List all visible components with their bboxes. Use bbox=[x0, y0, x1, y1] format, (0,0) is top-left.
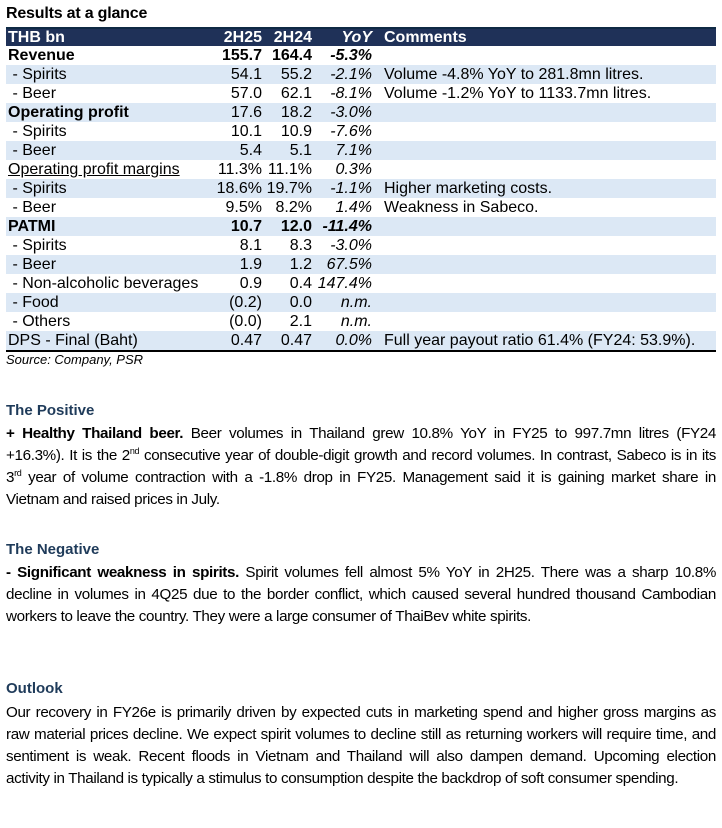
row-label: - Others bbox=[8, 313, 71, 330]
value-2h25: 8.1 bbox=[239, 237, 262, 254]
row-comment bbox=[378, 236, 716, 255]
row-label: DPS - Final (Baht) bbox=[8, 332, 138, 349]
value-yoy: n.m. bbox=[340, 313, 372, 330]
value-2h24: 12.0 bbox=[280, 218, 312, 235]
table-row bbox=[6, 160, 716, 179]
value-yoy: -11.4% bbox=[322, 218, 372, 235]
value-yoy: 0.0% bbox=[335, 332, 372, 349]
table-row bbox=[6, 122, 716, 141]
value-2h25: 10.1 bbox=[230, 123, 262, 140]
negative-lead: - Significant weakness in spirits. bbox=[6, 564, 239, 581]
row-label: - Beer bbox=[8, 256, 57, 273]
value-yoy: -7.6% bbox=[330, 123, 372, 140]
row-comment bbox=[378, 293, 716, 312]
negative-heading: The Negative bbox=[6, 541, 100, 558]
value-2h24: 10.9 bbox=[280, 123, 312, 140]
row-comment: Volume -1.2% YoY to 1133.7mn litres. bbox=[384, 85, 652, 102]
value-2h24: 18.2 bbox=[280, 104, 312, 121]
value-2h24: 0.47 bbox=[280, 332, 312, 349]
value-yoy: -8.1% bbox=[330, 85, 372, 102]
value-2h25: 0.47 bbox=[230, 332, 262, 349]
table-row bbox=[6, 46, 716, 65]
value-yoy: -5.3% bbox=[330, 47, 372, 64]
header-comments: Comments bbox=[384, 29, 467, 46]
value-yoy: 7.1% bbox=[335, 142, 372, 159]
header-yoy: YoY bbox=[341, 29, 372, 46]
row-label: - Spirits bbox=[8, 180, 67, 197]
row-label: - Beer bbox=[8, 142, 57, 159]
value-2h25: 10.7 bbox=[230, 218, 262, 235]
row-label: - Beer bbox=[8, 85, 57, 102]
positive-text-3: year of volume contraction with a -1.8% drop in FY25. Management said it is gaining market share in Vietnam and raised prices in July. bbox=[6, 469, 716, 508]
row-comment bbox=[378, 122, 716, 141]
value-2h25: (0.2) bbox=[229, 294, 262, 311]
value-yoy: 147.4% bbox=[317, 275, 372, 292]
value-2h25: 54.1 bbox=[230, 66, 262, 83]
table-title: Results at a glance bbox=[6, 5, 148, 22]
row-comment bbox=[378, 103, 716, 122]
value-2h25: 17.6 bbox=[230, 104, 262, 121]
negative-text: Spirit volumes fell almost 5% YoY in 2H25. There was a sharp 10.8% decline in volumes in 4Q25 due to the border conflict, which caused several hundred thousand Cambodian workers to leave the country. They were a large consumer of ThaiBev white spirits. bbox=[6, 564, 716, 625]
value-yoy: -1.1% bbox=[330, 180, 372, 197]
table-row bbox=[6, 198, 716, 217]
row-comment bbox=[378, 160, 716, 179]
value-2h24: 2.1 bbox=[289, 313, 312, 330]
row-label: Operating profit bbox=[8, 104, 129, 121]
row-label: - Beer bbox=[8, 199, 57, 216]
value-2h25: (0.0) bbox=[229, 313, 262, 330]
positive-sup-1: nd bbox=[129, 446, 140, 456]
value-2h25: 57.0 bbox=[230, 85, 262, 102]
value-yoy: -2.1% bbox=[330, 66, 372, 83]
positive-text-1: Beer volumes in Thailand grew 10.8% YoY in FY25 to 997.7mn litres (FY24 +16.3%). It is the 2 bbox=[6, 425, 716, 464]
row-label: - Spirits bbox=[8, 66, 67, 83]
negative-paragraph bbox=[6, 562, 716, 628]
row-comment bbox=[378, 46, 716, 65]
row-comment bbox=[378, 255, 716, 274]
positive-sup-2: rd bbox=[14, 468, 22, 478]
row-label: Revenue bbox=[8, 47, 75, 64]
value-2h25: 5.4 bbox=[239, 142, 262, 159]
outlook-paragraph: Our recovery in FY26e is primarily driven by expected cuts in marketing spend and higher gross margins as raw material prices decline. We expect spirit volumes to decline still as returning workers will require time, and sentiment is weak. Recent floods in Vietnam and Thailand will also dampen demand. Upcoming election activity in Thailand is typically a stimulus to consumption despite the backdrop of soft consumer spending. bbox=[6, 704, 716, 787]
table-row bbox=[6, 217, 716, 236]
results-table bbox=[6, 27, 716, 352]
table-row bbox=[6, 84, 716, 103]
positive-paragraph bbox=[6, 423, 716, 511]
row-comment bbox=[378, 312, 716, 331]
row-comment bbox=[378, 141, 716, 160]
table-row bbox=[6, 312, 716, 331]
value-2h24: 19.7% bbox=[266, 180, 312, 197]
row-label: - Non-alcoholic beverages bbox=[8, 275, 199, 292]
row-comment bbox=[378, 217, 716, 236]
header-label: THB bn bbox=[8, 29, 65, 46]
table-row bbox=[6, 103, 716, 122]
value-2h24: 164.4 bbox=[271, 47, 312, 64]
value-2h25: 9.5% bbox=[225, 199, 262, 216]
header-2h24: 2H24 bbox=[273, 29, 312, 46]
table-header-row bbox=[6, 27, 716, 46]
value-2h24: 1.2 bbox=[289, 256, 312, 273]
outlook-heading: Outlook bbox=[6, 680, 63, 697]
positive-lead: + Healthy Thailand beer. bbox=[6, 425, 184, 442]
table-row bbox=[6, 141, 716, 160]
value-yoy: -3.0% bbox=[330, 237, 372, 254]
value-2h25: 1.9 bbox=[239, 256, 262, 273]
row-label: Operating profit margins bbox=[8, 161, 180, 178]
table-row bbox=[6, 179, 716, 198]
row-comment bbox=[378, 274, 716, 293]
row-label: - Spirits bbox=[8, 237, 67, 254]
value-yoy: n.m. bbox=[340, 294, 372, 311]
row-comment: Volume -4.8% YoY to 281.8mn litres. bbox=[384, 66, 644, 83]
value-2h24: 11.1% bbox=[267, 161, 312, 178]
row-label: - Food bbox=[8, 294, 59, 311]
positive-text-2: consecutive year of double-digit growth and record volumes. In contrast, Sabeco is in its 3 bbox=[6, 447, 716, 486]
value-2h25: 11.3% bbox=[217, 161, 262, 178]
table-row bbox=[6, 236, 716, 255]
value-yoy: 67.5% bbox=[326, 256, 372, 273]
value-2h24: 55.2 bbox=[280, 66, 312, 83]
positive-heading: The Positive bbox=[6, 402, 95, 419]
value-2h24: 0.0 bbox=[289, 294, 312, 311]
value-2h24: 62.1 bbox=[280, 85, 312, 102]
value-yoy: -3.0% bbox=[330, 104, 372, 121]
table-row bbox=[6, 331, 716, 352]
value-2h25: 0.9 bbox=[239, 275, 262, 292]
value-2h25: 155.7 bbox=[221, 47, 262, 64]
table-row bbox=[6, 293, 716, 312]
row-comment: Full year payout ratio 61.4% (FY24: 53.9%). bbox=[384, 332, 696, 349]
table-row bbox=[6, 255, 716, 274]
table-row bbox=[6, 65, 716, 84]
header-2h25: 2H25 bbox=[223, 29, 262, 46]
value-yoy: 0.3% bbox=[335, 161, 372, 178]
row-comment: Higher marketing costs. bbox=[384, 180, 553, 197]
value-yoy: 1.4% bbox=[335, 199, 372, 216]
value-2h24: 5.1 bbox=[289, 142, 312, 159]
value-2h24: 0.4 bbox=[289, 275, 312, 292]
row-label: PATMI bbox=[8, 218, 56, 235]
value-2h25: 18.6% bbox=[216, 180, 262, 197]
row-label: - Spirits bbox=[8, 123, 67, 140]
value-2h24: 8.2% bbox=[275, 199, 312, 216]
value-2h24: 8.3 bbox=[289, 237, 312, 254]
row-comment: Weakness in Sabeco. bbox=[384, 199, 539, 216]
table-row bbox=[6, 274, 716, 293]
table-source: Source: Company, PSR bbox=[6, 352, 144, 367]
